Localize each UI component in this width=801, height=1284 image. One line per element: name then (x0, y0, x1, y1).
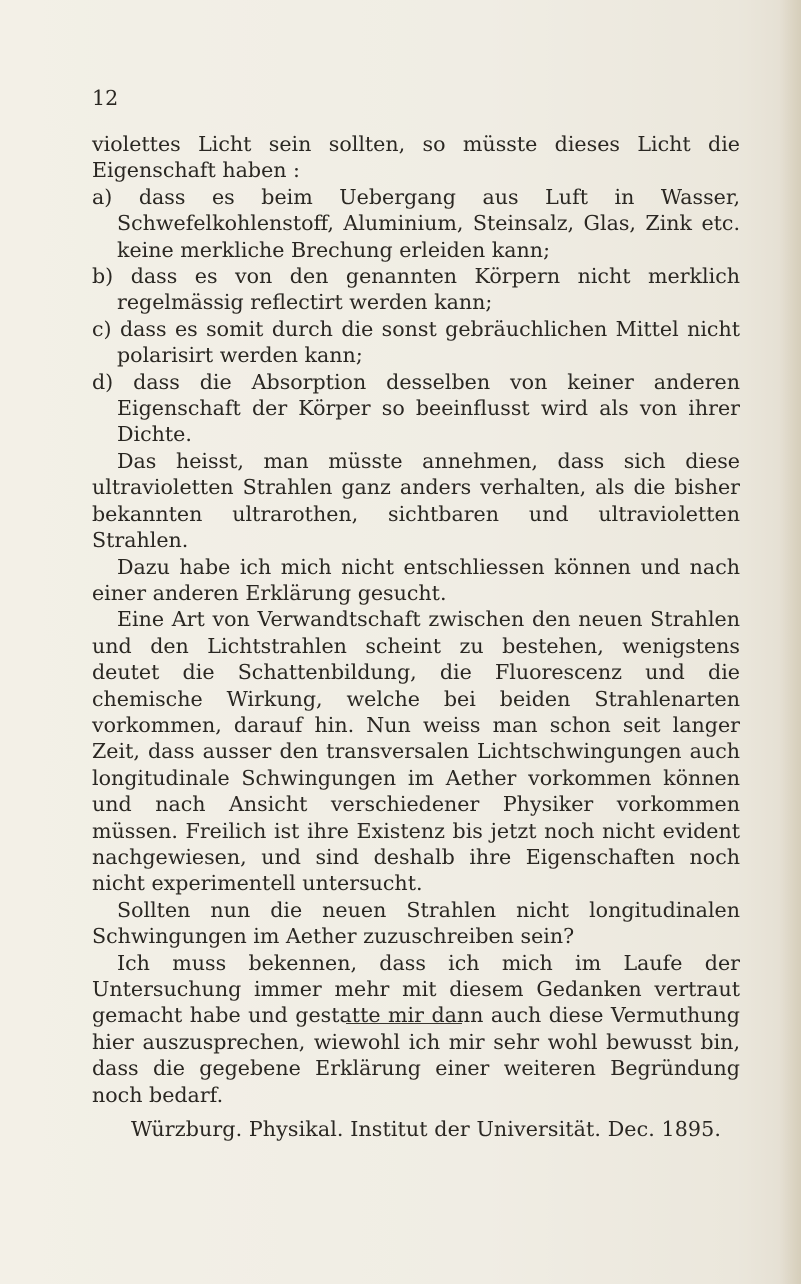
list-item-a: a) dass es beim Uebergang aus Luft in Wasser, Schwefelkohlenstoff, Aluminium, Steinsalz, Glas, Zink etc. keine merkliche Brechung erleiden kann; (92, 184, 740, 262)
paragraph-5: Ich muss bekennen, dass ich mich im Laufe der Untersuchung immer mehr mit diesem Gedanken vertraut gemacht habe und gestatte mir dann auch diese Vermuthung hier auszusprechen, wiewohl ich mir sehr wohl bewusst bin, dass die gegebene Erklärung einer weiteren Begründung noch bedarf. (92, 950, 740, 1107)
signature-line: Würzburg. Physikal. Institut der Universität. Dec. 1895. (131, 1117, 721, 1142)
intro-paragraph: violettes Licht sein sollten, so müsste dieses Licht die Eigenschaft haben : (92, 132, 740, 183)
closing-rule (346, 1023, 462, 1024)
page-number: 12 (92, 86, 119, 110)
list-item-d: d) dass die Absorption desselben von keiner anderen Eigenschaft der Körper so beeinflusst wird als von ihrer Dichte. (92, 369, 740, 447)
body-text (92, 90, 740, 1142)
page-edge-shadow (779, 0, 801, 1284)
paragraph-1: Das heisst, man müsste annehmen, dass sich diese ultravioletten Strahlen ganz anders verhalten, als die bisher bekannten ultrarothen, sichtbaren und ultravioletten Strahlen. (92, 448, 740, 553)
list-item-c: c) dass es somit durch die sonst gebräuchlichen Mittel nicht polarisirt werden kann; (92, 316, 740, 368)
paragraph-3: Eine Art von Verwandtschaft zwischen den neuen Strahlen und den Lichtstrahlen scheint zu bestehen, wenigstens deutet die Schattenbildung, die Fluorescenz und die chemische Wirkung, welche bei beiden Strahlenarten vorkommen, darauf hin. Nun weiss man schon seit langer Zeit, dass ausser den transversalen Lichtschwingungen auch longitudinale Schwingungen im Aether vorkommen können und nach Ansicht verschiedener Physiker vorkommen müssen. Freilich ist ihre Existenz bis jetzt noch nicht evident nachgewiesen, und sind deshalb ihre Eigenschaften noch nicht experimentell untersucht. (92, 607, 740, 896)
paragraph-4: Sollten nun die neuen Strahlen nicht longitudinalen Schwingungen im Aether zuzuschreiben sein? (92, 897, 740, 949)
paragraph-2: Dazu habe ich mich nicht entschliessen können und nach einer anderen Erklärung gesucht. (92, 554, 740, 605)
list-item-b: b) dass es von den genannten Körpern nicht merklich regelmässig reflectirt werden kann; (92, 264, 740, 315)
